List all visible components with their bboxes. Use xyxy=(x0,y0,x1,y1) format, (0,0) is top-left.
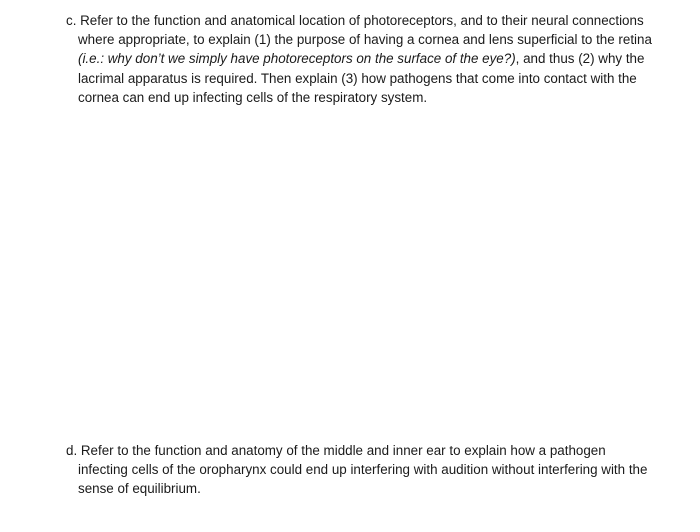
question-c-line: cornea can end up infecting cells of the respiratory system. xyxy=(78,89,428,105)
question-c-italic-phrase: (i.e.: why don’t we simply have photoreceptors on the surface of the eye?) xyxy=(78,51,516,67)
question-c-line-mixed xyxy=(66,49,688,68)
question-d-line: d. Refer to the function and anatomy of the middle and inner ear to explain how a pathogen xyxy=(66,443,606,458)
question-d-line: sense of equilibrium. xyxy=(78,481,201,497)
question-c-line-tail: , and thus (2) why the xyxy=(515,51,645,67)
question-c-line: c. Refer to the function and anatomical location of photoreceptors, and to their neural connections xyxy=(66,13,644,28)
question-d-line: infecting cells of the oropharynx could end up interfering with audition without interfering with the xyxy=(78,462,648,478)
question-c-line: lacrimal apparatus is required. Then explain (3) how pathogens that come into contact with the xyxy=(78,70,637,86)
question-c-line: where appropriate, to explain (1) the purpose of having a cornea and lens superficial to the retina xyxy=(78,32,652,48)
question-c xyxy=(66,11,688,107)
question-d xyxy=(66,441,688,499)
